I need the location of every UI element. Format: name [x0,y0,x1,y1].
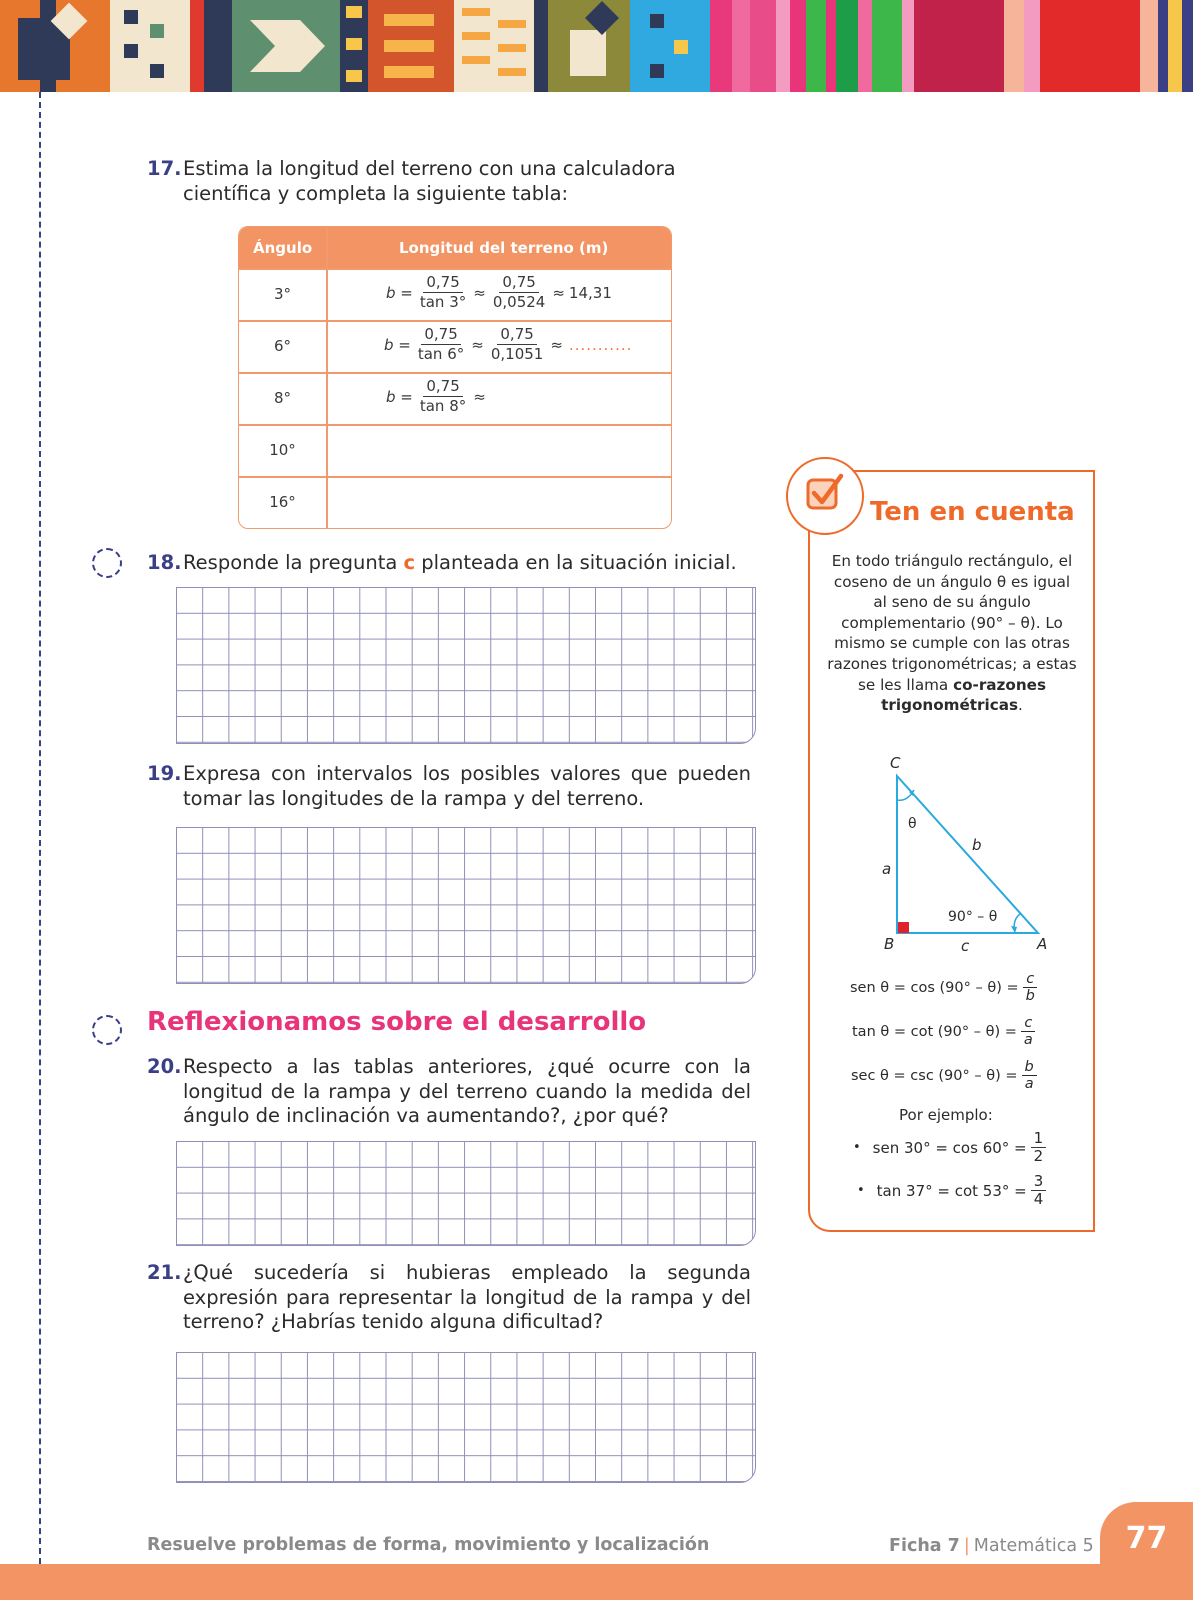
footer-competency: Resuelve problemas de forma, movimiento y localización [147,1535,710,1555]
question-19 [147,762,767,814]
dashed-circle-icon [92,1015,122,1045]
tip-text [826,551,1078,716]
vertex-B: B [884,935,895,953]
formula-sen [850,971,1042,1004]
question-18-text-before: Responde la pregunta [183,551,404,574]
table-cell-length [386,377,486,416]
footer-subject: Matemática 5 [973,1536,1094,1556]
formula-b: b = [386,387,413,406]
formula-lhs: tan θ = cot (90° – θ) = [852,1023,1017,1040]
numerator: b [1022,1059,1037,1076]
question-20-text: Respecto a las tablas anteriores, ¿qué ocurre con la longitud de la rampa y del terreno cuando la medida del ángulo de inclinación va aumentando?, ¿por qué? [183,1055,751,1127]
fraction [1031,1173,1047,1208]
angle-theta-label: θ [908,816,917,832]
approx-sign: ≈ [473,387,486,406]
right-angle-marker [898,922,909,933]
answer-grid-19[interactable] [176,827,756,984]
question-19-number: 19. [147,762,182,785]
page-number: 77 [1125,1521,1168,1556]
result-value: 14,31 [568,283,612,302]
fraction [1021,1015,1036,1048]
question-20-number: 20. [147,1055,182,1078]
fraction [417,377,469,416]
table-header [239,227,671,268]
denominator: a [1023,1032,1033,1048]
denominator: 4 [1033,1190,1044,1208]
numerator: 0,75 [499,273,538,293]
numerator: 0,75 [423,377,462,397]
formula-lhs: sec θ = csc (90° – θ) = [851,1067,1018,1084]
check-box-icon [786,457,864,535]
table-cell-angle: 6° [273,337,292,355]
formula-b: b = [384,335,411,354]
numerator: 0,75 [423,273,462,293]
table-cell-angle: 16° [269,493,296,511]
tip-text-end: . [1018,696,1023,715]
bullet-icon: • [853,1140,861,1155]
numerator: 1 [1031,1130,1047,1148]
table-row-divider [239,372,671,374]
tip-title: Ten en cuenta [870,497,1075,527]
fraction [1023,971,1038,1004]
denominator: b [1025,988,1035,1004]
vertex-A: A [1037,935,1048,953]
denominator: tan 3° [419,293,467,311]
binding-dashed-line [39,92,41,1564]
approx-sign: ≈ [552,283,565,302]
denominator: tan 8° [419,397,467,415]
table-cell-length [384,325,632,364]
denominator: 0,1051 [490,345,544,363]
side-b: b [972,836,982,854]
footer-separator: | [963,1536,970,1556]
question-21 [147,1261,767,1337]
fraction [488,325,547,364]
bullet-icon: • [857,1183,865,1198]
angle-complement-label: 90° – θ [948,909,998,925]
section-title: Reflexionamos sobre el desarrollo [147,1007,647,1037]
table-row-divider [239,476,671,478]
table-column-divider [326,227,328,528]
question-21-text: ¿Qué sucedería si hubieras empleado la segunda expresión para representar la longitud de la rampa y del terreno? ¿Habrías tenido alguna dificultad? [183,1261,751,1333]
answer-grid-18[interactable] [176,587,756,744]
table-cell-angle: 3° [273,285,292,303]
formula-tan [852,1015,1040,1048]
table-row-divider [239,320,671,322]
table-cell-length [386,273,612,312]
question-21-number: 21. [147,1261,182,1284]
tip-text-bold: co-razones trigonométricas [881,675,1046,715]
tip-text-body: En todo triángulo rectángulo, el coseno de un ángulo θ es igual al seno de su ángulo complementario (90° – θ). Lo mismo se cumple con las otras razones trigonométricas; a estas se les llama [827,552,1077,694]
table-row-divider [239,268,671,270]
question-18-number: 18. [147,551,182,574]
table-row-divider [239,424,671,426]
approx-sign: ≈ [471,335,484,354]
question-18-text [183,551,751,576]
formula-sec [851,1059,1041,1092]
footer-band [0,1564,1193,1600]
question-20 [147,1055,767,1131]
example-lhs: sen 30° = cos 60° = [872,1138,1027,1157]
question-18-text-after: planteada en la situación inicial. [415,551,737,574]
answer-blank[interactable]: ........... [568,335,633,354]
denominator: tan 6° [417,345,465,363]
formula-b: b = [386,283,413,302]
numerator: 0,75 [421,325,460,345]
angle-length-table [238,226,672,529]
footer-ficha [889,1536,1094,1556]
question-17-text: Estima la longitud del terreno con una calculadora científica y completa la siguiente tabla: [183,157,676,205]
formula-lhs: sen θ = cos (90° – θ) = [850,979,1019,996]
numerator: c [1021,1015,1035,1032]
side-a: a [882,860,892,878]
table-cell-angle: 10° [269,441,296,459]
fraction [490,273,549,312]
answer-grid-20[interactable] [176,1141,756,1246]
denominator: 0,0524 [492,293,546,311]
question-19-text: Expresa con intervalos los posibles valores que pueden tomar las longitudes de la rampa y del terreno. [183,762,751,810]
approx-sign: ≈ [473,283,486,302]
fraction [1031,1130,1047,1165]
question-17-number: 17. [147,157,182,180]
example-lhs: tan 37° = cot 53° = [876,1181,1027,1200]
numerator: c [1023,971,1037,988]
denominator: 2 [1033,1147,1044,1165]
question-18-highlight: c [403,551,416,574]
footer-ficha-label: Ficha 7 [889,1536,960,1556]
fraction [1022,1059,1037,1092]
example-item [857,1173,1050,1208]
dashed-circle-icon [92,548,122,578]
side-c: c [961,937,970,955]
question-18 [147,551,767,577]
fraction [417,273,469,312]
numerator: 3 [1031,1173,1047,1191]
question-17 [147,157,767,209]
answer-grid-21[interactable] [176,1352,756,1483]
header-angle: Ángulo [253,239,313,257]
example-item [853,1130,1050,1165]
header-length: Longitud del terreno (m) [399,239,609,257]
denominator: a [1024,1076,1034,1092]
fraction [415,325,467,364]
table-cell-angle: 8° [273,389,292,407]
decorative-textile-banner [0,0,1193,92]
example-label: Por ejemplo: [899,1106,993,1124]
vertex-C: C [890,754,901,772]
numerator: 0,75 [497,325,536,345]
right-triangle-diagram [860,750,1060,960]
approx-sign: ≈ [550,335,563,354]
